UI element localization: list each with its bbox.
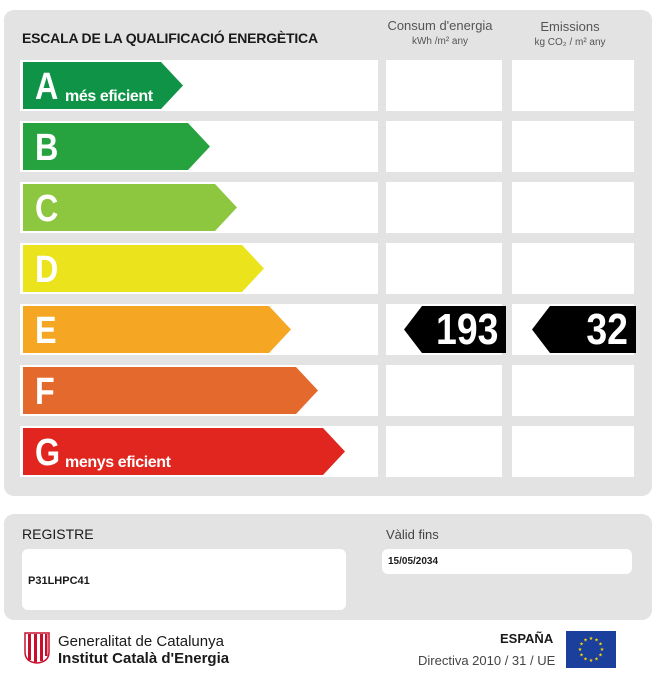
valid-until-field [382, 549, 632, 574]
valid-until-label: Vàlid fins [386, 527, 439, 542]
emissions-result-badge [532, 306, 636, 353]
svg-text:★: ★ [594, 656, 599, 663]
rating-arrow-b [23, 123, 210, 170]
consum-result-value: 193 [435, 305, 498, 354]
consum-unit: kWh /m² any [411, 36, 469, 47]
consum-cell-a [386, 60, 502, 111]
rating-row-e [20, 304, 634, 355]
rating-note-least-efficient: menys eficient [65, 454, 171, 471]
svg-text:★: ★ [598, 652, 603, 659]
consum-cell-d [386, 243, 502, 294]
consum-cell-b [386, 121, 502, 172]
rating-letter-f: F [35, 371, 55, 413]
rating-arrow-e [23, 306, 291, 353]
consum-cell-f [386, 365, 502, 416]
rating-row-a [20, 60, 634, 111]
emissions-cell-c [512, 182, 634, 233]
institute-name: Institut Català d'Energia [58, 650, 230, 667]
rating-letter-a: A [35, 66, 59, 108]
registre-label: REGISTRE [22, 526, 94, 542]
rating-row-b [20, 121, 634, 172]
emissions-cell-e [512, 304, 634, 355]
emissions-result-value: 32 [586, 305, 628, 354]
scale-title: ESCALA DE LA QUALIFICACIÓ ENERGÈTICA [22, 30, 318, 46]
registre-value: P31LHPC41 [28, 575, 90, 587]
emissions-cell-a [512, 60, 634, 111]
rating-arrow-shape-f [23, 367, 318, 414]
valid-until-value: 15/05/2034 [388, 556, 439, 567]
rating-arrow-a [23, 62, 183, 109]
svg-text:★: ★ [599, 647, 605, 653]
rating-note-most-efficient: més eficient [65, 88, 153, 105]
emissions-cell-b [512, 121, 634, 172]
svg-text:★: ★ [588, 636, 594, 642]
consum-cell-e [386, 304, 502, 355]
emissions-cell-d [512, 243, 634, 294]
svg-text:★: ★ [588, 658, 594, 664]
rating-arrow-g [23, 428, 345, 475]
consum-heading: Consum d'energia [387, 18, 493, 33]
country-label: ESPAÑA [500, 631, 554, 646]
rating-arrow-shape-d [23, 245, 264, 292]
rating-letter-c: C [35, 188, 59, 230]
rating-letter-e: E [35, 310, 57, 352]
eu-flag-icon [566, 631, 616, 668]
generalitat-logo-icon [24, 632, 50, 664]
svg-text:★: ★ [583, 637, 588, 644]
emissions-heading: Emissions [540, 19, 600, 34]
rating-arrow-d [23, 245, 264, 292]
rating-arrow-c [23, 184, 237, 231]
generalitat-name: Generalitat de Catalunya [58, 633, 224, 650]
emissions-column-header [508, 19, 632, 48]
consum-cell-g [386, 426, 502, 477]
svg-text:★: ★ [598, 641, 603, 648]
emissions-cell-g [512, 426, 634, 477]
rating-row-g [20, 426, 634, 477]
rating-arrow-shape-e [23, 306, 291, 353]
rating-letter-d: D [35, 249, 59, 291]
rating-row-f [20, 365, 634, 416]
rating-row-c [20, 182, 634, 233]
rating-letter-b: B [35, 127, 59, 169]
svg-text:★: ★ [579, 641, 584, 648]
consum-column-header [382, 18, 498, 47]
svg-text:★: ★ [594, 637, 599, 644]
directive-label: Directiva 2010 / 31 / UE [418, 653, 556, 668]
emissions-unit: kg CO₂ / m² any [534, 37, 606, 48]
svg-text:★: ★ [579, 652, 584, 659]
rating-arrow-f [23, 367, 318, 414]
registre-field [22, 549, 346, 610]
rating-row-d [20, 243, 634, 294]
emissions-cell-f [512, 365, 634, 416]
rating-letter-g: G [35, 432, 61, 474]
svg-text:★: ★ [577, 647, 583, 653]
svg-text:★: ★ [583, 656, 588, 663]
consum-cell-c [386, 182, 502, 233]
consum-result-badge [404, 306, 506, 353]
